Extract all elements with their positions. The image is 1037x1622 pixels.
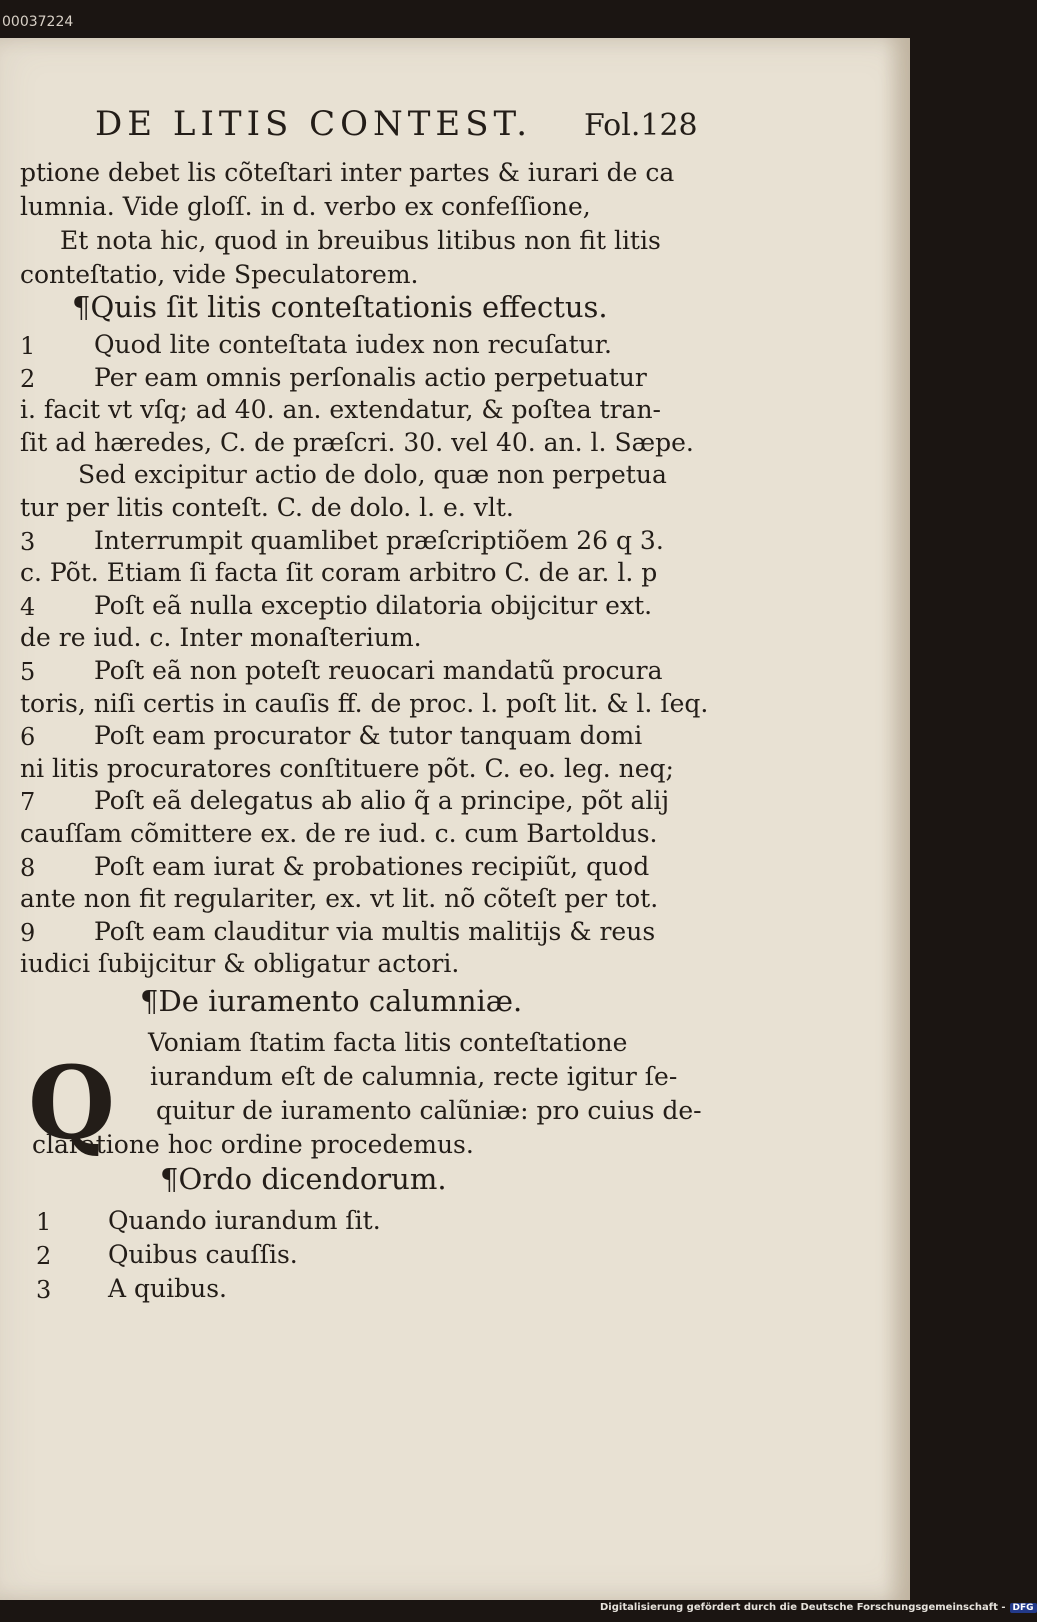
item-number: 3 (20, 528, 36, 556)
item-number: 5 (20, 658, 36, 686)
text-line: tur per litis conteſt. C. de dolo. l. e. vlt. (20, 493, 514, 522)
text-line: cauſſam cõmittere ex. de re iud. c. cum Bartoldus. (20, 819, 658, 848)
dfg-logo: DFG (1010, 1603, 1037, 1613)
book-page (0, 38, 910, 1600)
text-line: Poſt eam iurat & probationes recipiũt, quod (94, 852, 650, 881)
text-line: Poſt eã non poteſt reuocari mandatũ procura (94, 656, 663, 685)
text-line: iurandum eſt de calumnia, recte igitur ſe‑ (150, 1062, 678, 1091)
item-number: 1 (36, 1208, 52, 1236)
text-line: ptione debet lis cõteſtari inter partes & iurari de ca (20, 158, 675, 187)
text-line: Poſt eam procurator & tutor tanquam domi (94, 721, 643, 750)
running-title: DE LITIS CONTEST. (95, 104, 533, 144)
list-item: A quibus. (108, 1274, 227, 1303)
item-number: 2 (36, 1242, 52, 1270)
text-line: ni litis procuratores conſtituere põt. C. eo. leg. neq; (20, 754, 674, 783)
item-number: 2 (20, 365, 36, 393)
text-line: ſit ad hæredes, C. de præſcri. 30. vel 40. an. l. Sæpe. (20, 428, 694, 457)
decorated-initial: Q (28, 1044, 116, 1162)
section-heading: ¶Quis ſit litis conteſtationis effectus. (72, 290, 608, 324)
item-number: 4 (20, 593, 36, 621)
text-line: Et nota hic, quod in breuibus litibus non fit litis (60, 226, 661, 255)
text-line: de re iud. c. Inter monaſterium. (20, 623, 422, 652)
item-number: 6 (20, 723, 36, 751)
text-line: Poſt eam clauditur via multis malitijs & reus (94, 917, 656, 946)
folio-number: Fol.128 (584, 108, 698, 143)
text-line: Poſt eã nulla exceptio dilatoria obijcitur ext. (94, 591, 653, 620)
text-line: i. facit vt vſq; ad 40. an. extendatur, & poſtea tran‑ (20, 395, 662, 424)
paragraph-mark-icon: ¶ (140, 984, 159, 1018)
list-item: Quando iurandum ſit. (108, 1206, 381, 1235)
text-line: Quod lite conteſtata iudex non recuſatur. (94, 330, 612, 359)
text-line: lumnia. Vide gloſſ. in d. verbo ex confeſſione, (20, 192, 591, 221)
item-number: 8 (20, 854, 36, 882)
item-number: 9 (20, 919, 36, 947)
text-line: ante non fit regulariter, ex. vt lit. nõ cõteſt per tot. (20, 884, 659, 913)
paragraph-mark-icon: ¶ (72, 290, 91, 324)
text-line: iudici ſubijcitur & obligatur actori. (20, 949, 460, 978)
text-line: Per eam omnis perſonalis actio perpetuatur (94, 363, 647, 392)
item-number: 3 (36, 1276, 52, 1304)
section-heading: ¶Ordo dicendorum. (160, 1162, 447, 1196)
text-line: quitur de iuramento calũniæ: pro cuius de‑ (156, 1096, 702, 1125)
text-line: conteſtatio, vide Speculatorem. (20, 260, 419, 289)
paragraph-mark-icon: ¶ (160, 1162, 179, 1196)
item-number: 1 (20, 332, 36, 360)
text-line: Interrumpit quamlibet præſcriptiõem 26 q 3. (94, 526, 664, 555)
section-heading: ¶De iuramento calumniæ. (140, 984, 523, 1018)
text-line: Voniam ſtatim facta litis conteſtatione (148, 1028, 628, 1057)
text-line: Sed excipitur actio de dolo, quæ non perpetua (78, 460, 667, 489)
scan-id: 00037224 (2, 14, 74, 30)
list-item: Quibus cauſſis. (108, 1240, 298, 1269)
digitization-credit: Digitalisierung gefördert durch die Deutsche Forschungsgemeinschaft - DFG (600, 1602, 1037, 1613)
text-line: claratione hoc ordine procedemus. (32, 1130, 474, 1159)
text-line: toris, niſi certis in cauſis ff. de proc. l. poſt lit. & l. ſeq. (20, 689, 709, 718)
text-line: Poſt eã delegatus ab alio q̃ a principe, põt alij (94, 786, 670, 815)
item-number: 7 (20, 788, 36, 816)
text-line: c. Põt. Etiam ſi facta ſit coram arbitro C. de ar. l. p (20, 558, 658, 587)
